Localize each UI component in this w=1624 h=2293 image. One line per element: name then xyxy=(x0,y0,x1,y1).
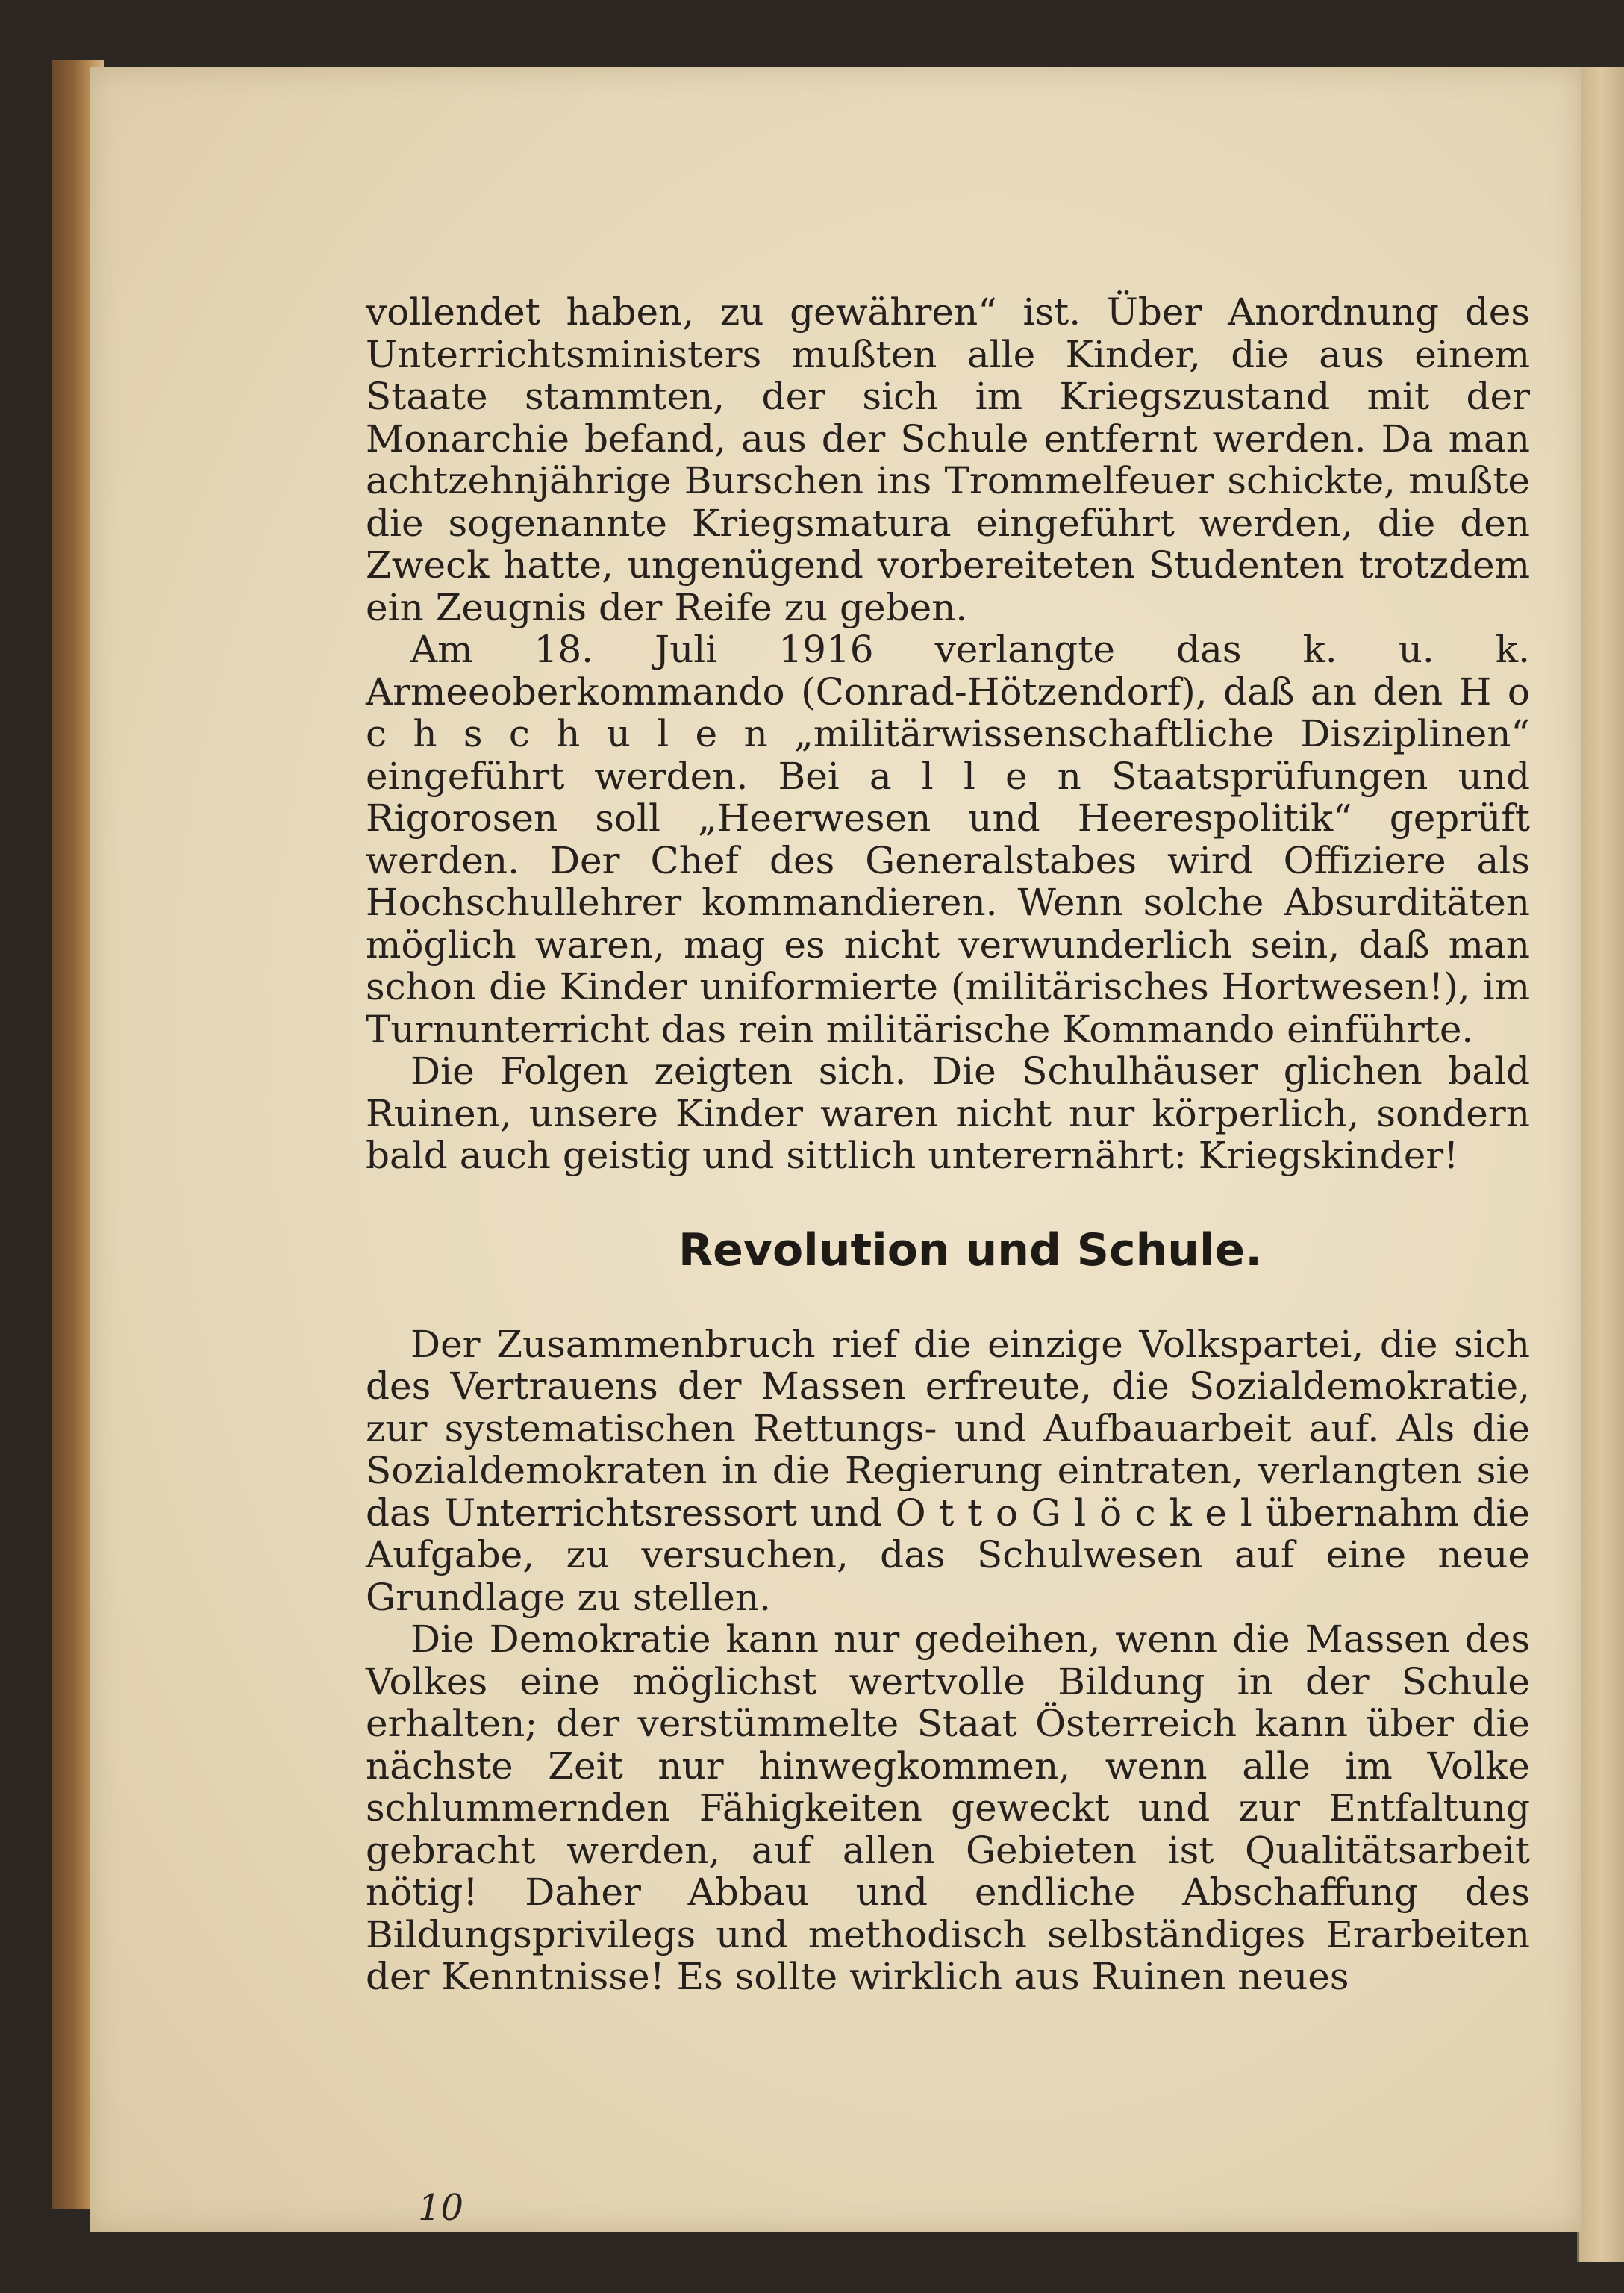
book-page xyxy=(90,67,1581,2232)
facing-page-edge xyxy=(1577,67,1624,2262)
page-number: 10 xyxy=(418,2187,464,2229)
paragraph-1: vollendet haben, zu gewähren“ ist. Über Anordnung des Unterrichtsministers mußten alle Kinder, die aus einem Staate stammten, der sich im Kriegszustand mit der Monarchie befand, aus der Schule entfernt werden. Da man achtzehnjährige Burschen ins Trommelfeuer schickte, mußte die sogenannte Kriegsmatura eingeführt werden, die den Zweck hatte, ungenügend vorbereiteten Studenten trotzdem ein Zeugnis der Reife zu geben. xyxy=(366,290,1530,629)
page-text-block xyxy=(366,291,1530,1998)
paragraph-5: Die Demokratie kann nur gedeihen, wenn die Massen des Volkes eine möglichst wertvolle Bildung in der Schule erhalten; der verstümmelte Staat Österreich kann über die nächste Zeit nur hinwegkommen, wenn alle im Volke schlummernden Fähigkeiten geweckt und zur Entfaltung gebracht werden, auf allen Gebieten ist Qualitätsarbeit nötig! Daher Abbau und endliche Abschaffung des Bildungsprivilegs und methodisch selbständiges Erarbeiten der Kenntnisse! Es sollte wirklich aus Ruinen neues xyxy=(366,1617,1530,1998)
paragraph-2: Am 18. Juli 1916 verlangte das k. u. k. Armeeoberkommando (Conrad-Hötzendorf), daß an den H o c h s c h u l e n „militärwissenschaftliche Disziplinen“ eingeführt werden. Bei a l l e n Staatsprüfungen und Rigorosen soll „Heerwesen und Heerespolitik“ geprüft werden. Der Chef des Generalstabes wird Offiziere als Hochschullehrer kommandieren. Wenn solche Absurditäten möglich waren, mag es nicht verwunderlich sein, daß man schon die Kinder uniformierte (militärisches Hortwesen!), im Turnunterricht das rein militärische Kommando einführte. xyxy=(366,628,1530,1051)
paragraph-4: Der Zusammenbruch rief die einzige Volkspartei, die sich des Vertrauens der Massen erfreute, die Sozialdemokratie, zur systematischen Rettungs- und Aufbauarbeit auf. Als die Sozialdemokraten in die Regierung eintraten, verlangten sie das Unterrichtsressort und O t t o G l ö c k e l übernahm die Aufgabe, zu versuchen, das Schulwesen auf eine neue Grundlage zu stellen. xyxy=(366,1322,1530,1619)
paragraph-3: Die Folgen zeigten sich. Die Schulhäuser glichen bald Ruinen, unsere Kinder waren nicht nur körperlich, sondern bald auch geistig und sittlich unterernährt: Kriegskinder! xyxy=(366,1049,1530,1177)
section-heading: Revolution und Schule. xyxy=(678,1223,1263,1276)
